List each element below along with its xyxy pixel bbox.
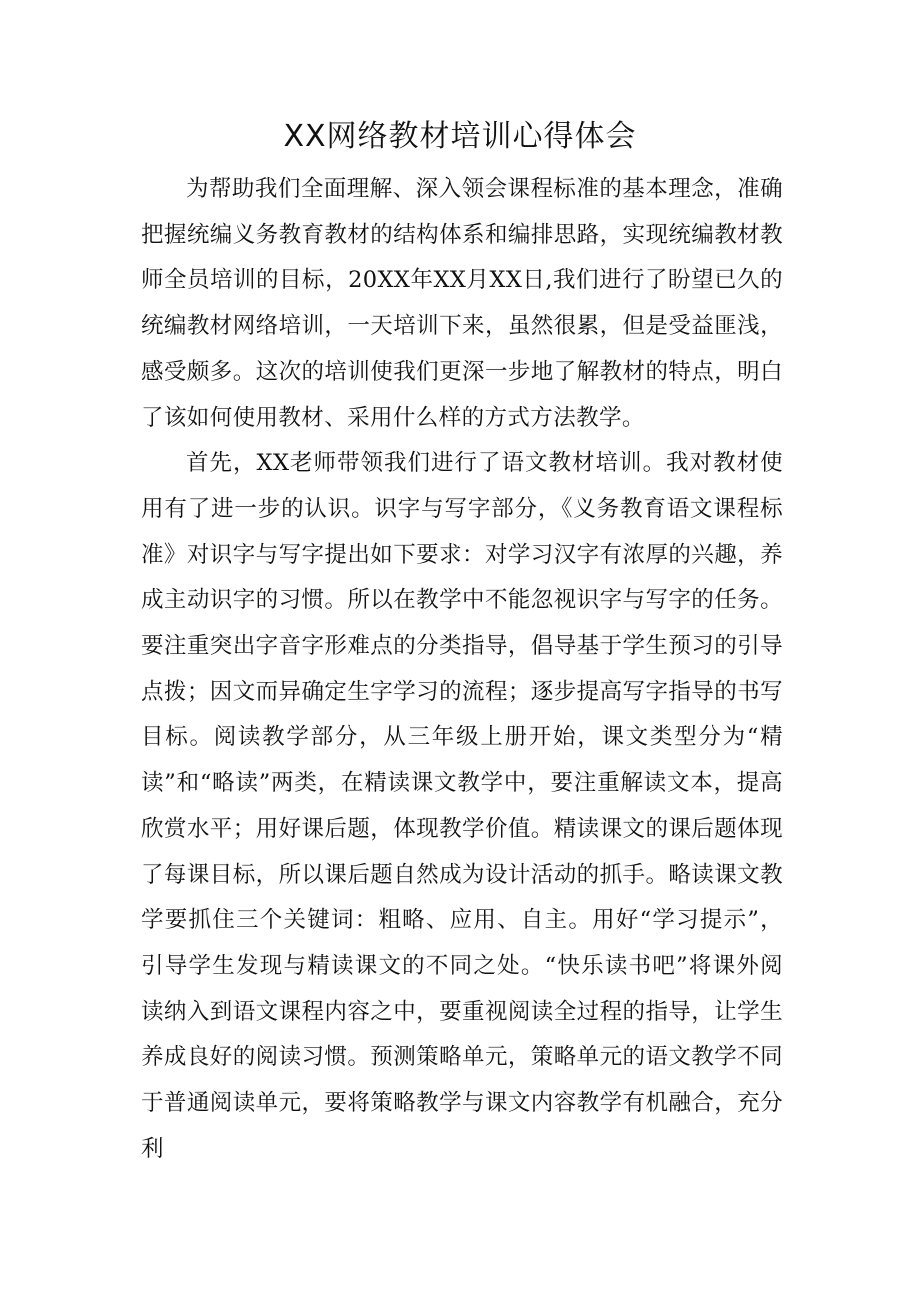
document-body [141, 167, 783, 1172]
document-title: XX网络教材培训心得体会 [283, 119, 637, 154]
paragraph-first-point: 首先，XX老师带领我们进行了语文教材培训。我对教材使用有了进一步的认识。识字与写字部分，《义务教育语文课程标准》对识字与写字提出如下要求：对学习汉字有浓厚的兴趣，养成主动识字的习惯。所以在教学中不能忽视识字与写字的任务。要注重突出字音字形难点的分类指导，倡导基于学生预习的引导点拨；因文而异确定生字学习的流程；逐步提高写字指导的书写目标。阅读教学部分，从三年级上册开始，课文类型分为“精读”和“略读”两类，在精读课文教学中，要注重解读文本，提高欣赏水平；用好课后题，体现教学价值。精读课文的课后题体现了每课目标，所以课后题自然成为设计活动的抓手。略读课文教学要抓住三个关键词：粗略、应用、自主。用好“学习提示”，引导学生发现与精读课文的不同之处。“快乐读书吧”将课外阅读纳入到语文课程内容之中，要重视阅读全过程的指导，让学生养成良好的阅读习惯。预测策略单元，策略单元的语文教学不同于普通阅读单元，要将策略教学与课文内容教学有机融合，充分利 [141, 450, 783, 1162]
paragraph-intro: 为帮助我们全面理解、深入领会课程标准的基本理念，准确把握统编义务教育教材的结构体系和编排思路，实现统编教材教师全员培训的目标，20XX年XX月XX日,我们进行了盼望已久的统编教材网络培训，一天培训下来，虽然很累，但是受益匪浅，感受颇多。这次的培训使我们更深一步地了解教材的特点，明白了该如何使用教材、采用什么样的方式方法教学。 [141, 176, 783, 431]
